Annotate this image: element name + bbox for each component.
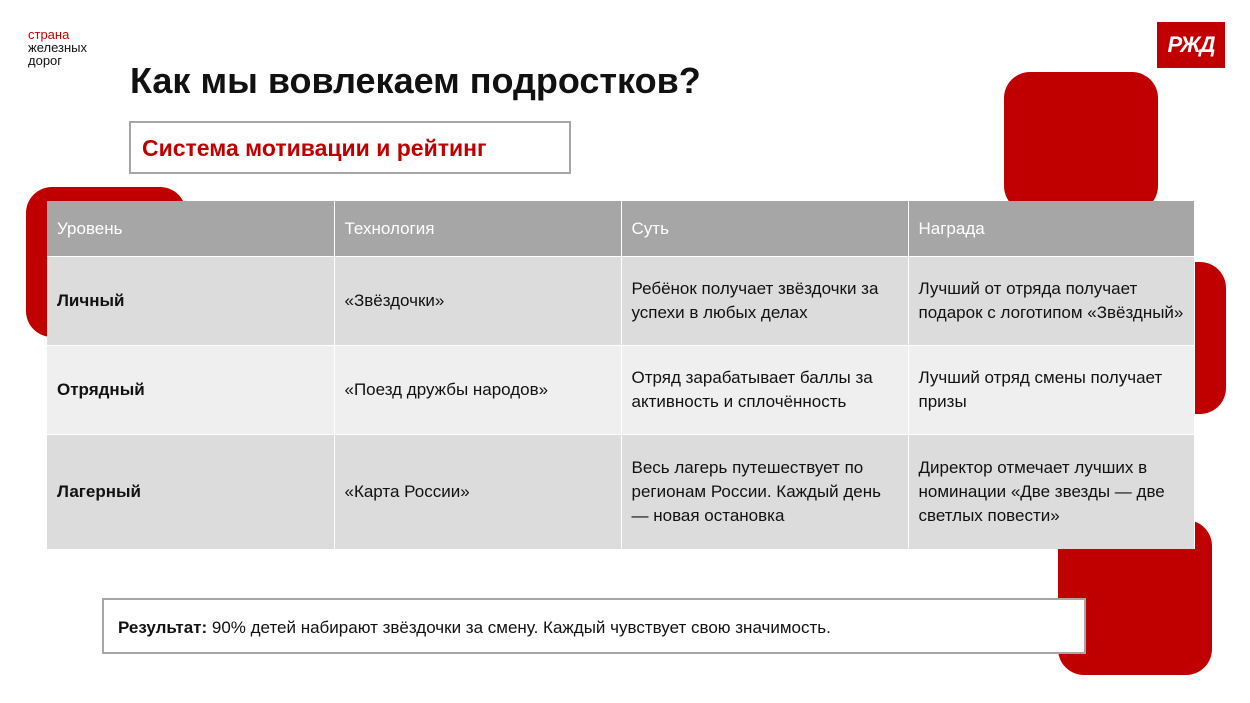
result-box (102, 598, 1086, 654)
cell-essence: Отряд зарабатывает баллы за активность и сплочённость (621, 346, 908, 435)
header-level: Уровень (47, 201, 334, 257)
cell-level: Лагерный (47, 435, 334, 550)
brand-line-1: страна (28, 27, 70, 42)
subtitle-text: Система мотивации и рейтинг (142, 135, 487, 161)
cell-technology: «Звёздочки» (334, 257, 621, 346)
decor-block-top-right (1004, 72, 1158, 212)
brand-line-3: дорог (28, 53, 63, 68)
cell-reward: Лучший отряд смены получает призы (908, 346, 1194, 435)
subtitle-box (129, 121, 571, 174)
table-row (47, 346, 1194, 435)
cell-reward: Директор отмечает лучших в номинации «Две звезды — две светлых повести» (908, 435, 1194, 550)
rzd-logo (1157, 22, 1225, 68)
brand-wordmark (28, 28, 87, 67)
cell-essence: Ребёнок получает звёздочки за успехи в любых делах (621, 257, 908, 346)
result-value: 90% детей набирают звёздочки за смену. Каждый чувствует свою значимость. (211, 618, 831, 637)
result-label: Результат: (118, 618, 208, 637)
table-header-row (47, 201, 1194, 257)
table-row (47, 435, 1194, 550)
cell-reward: Лучший от отряда получает подарок с логотипом «Звёздный» (908, 257, 1194, 346)
cell-essence: Весь лагерь путешествует по регионам России. Каждый день — новая остановка (621, 435, 908, 550)
header-essence: Суть (621, 201, 908, 257)
table-row (47, 257, 1194, 346)
header-reward: Награда (908, 201, 1194, 257)
header-technology: Технология (334, 201, 621, 257)
cell-technology: «Поезд дружбы народов» (334, 346, 621, 435)
motivation-table (47, 201, 1195, 549)
cell-level: Отрядный (47, 346, 334, 435)
result-text (118, 618, 831, 638)
brand-line-2: железных (28, 40, 88, 55)
rzd-logo-text: РЖД (1167, 32, 1215, 57)
cell-technology: «Карта России» (334, 435, 621, 550)
cell-level: Личный (47, 257, 334, 346)
page-title: Как мы вовлекаем подростков? (130, 60, 701, 101)
